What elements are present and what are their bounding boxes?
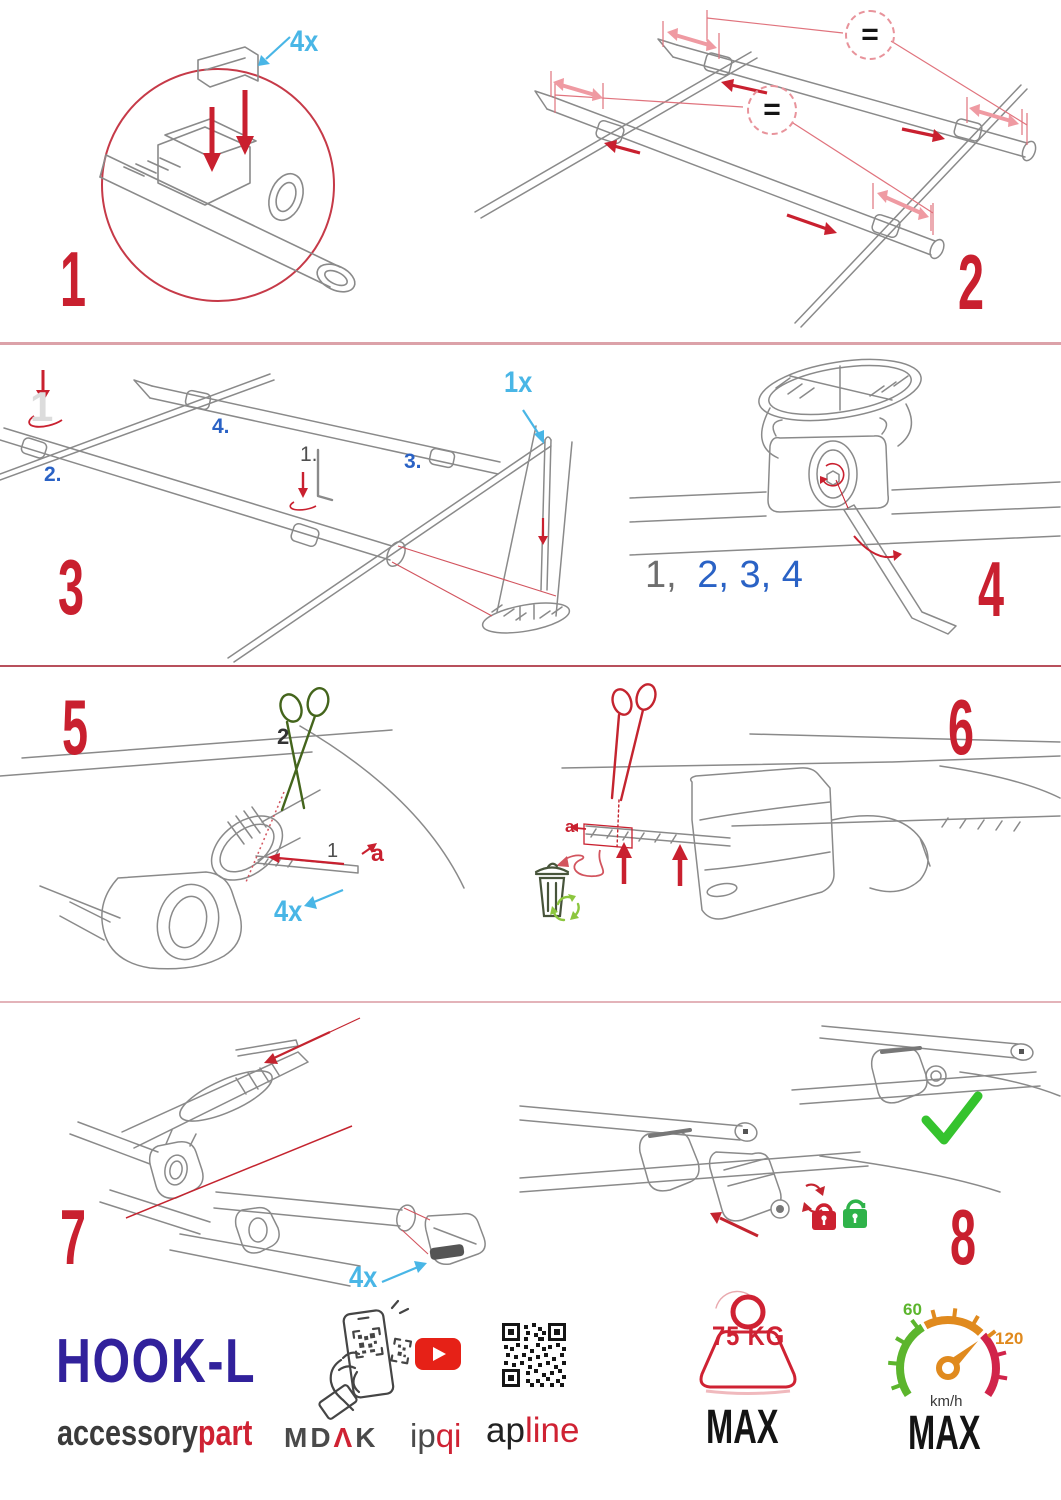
substep-label: 4. (212, 415, 230, 438)
step4-number: 4 (978, 545, 1003, 633)
quantity-label: 4x (290, 25, 319, 58)
step6-cut-discard-illustration (500, 670, 1061, 1000)
quantity-leader-arrow (304, 890, 343, 909)
apline-text-black: ap (486, 1411, 525, 1450)
cut-order-label: 2 (277, 724, 290, 749)
substep-label: 3. (404, 450, 422, 473)
step3-number: 3 (58, 543, 83, 631)
quantity-label: 4x (274, 895, 303, 928)
speed-unit-label: km/h (930, 1393, 963, 1410)
tighten-order-sequence (645, 556, 803, 594)
mdak-text-gray2: K (355, 1422, 379, 1453)
mdak-text-red: Λ (333, 1422, 356, 1453)
step5-number: 5 (62, 683, 87, 771)
ipqi-text-red: qi (435, 1417, 462, 1454)
part-label: a (371, 840, 384, 866)
sequence-remaining: 2, 3, 4 (697, 554, 803, 596)
press-turn-arrows (29, 366, 548, 545)
brand-logo (57, 1412, 253, 1453)
slide-annotations (126, 1018, 430, 1254)
sequence-done: 1, (645, 554, 677, 596)
section-divider (0, 665, 1061, 667)
equal-distance-badge (747, 85, 797, 135)
ghost-step-digit: 1 (30, 383, 54, 430)
equal-distance-badge (845, 10, 895, 60)
substep-label: 2. (44, 463, 62, 486)
brand-word-black: accessory (57, 1412, 198, 1453)
step1-number: 1 (60, 235, 85, 323)
magnifier-leader-lines (392, 546, 556, 616)
step2-number: 2 (958, 238, 983, 326)
insert-arrows (203, 90, 254, 172)
checkmark-icon (926, 1096, 978, 1140)
scissors-red-icon (609, 682, 658, 848)
part-label: a (565, 817, 575, 836)
discard-squiggle (556, 850, 603, 876)
speed-low-label: 60 (903, 1300, 922, 1319)
qr-code-icon (502, 1323, 566, 1387)
section-divider (0, 1001, 1061, 1003)
brand-word-red: part (197, 1412, 253, 1453)
apline-logo (486, 1413, 579, 1448)
mdak-text-gray: MD (284, 1422, 334, 1453)
mdak-logo (284, 1424, 378, 1452)
equals-icon: = (763, 93, 781, 126)
step8-number: 8 (950, 1193, 975, 1281)
rails-bars-drawing (0, 374, 572, 662)
lock-open-icon (843, 1201, 867, 1228)
quantity-leader-arrow (258, 37, 290, 66)
substep-label: 1. (300, 443, 318, 466)
ipqi-logo (410, 1419, 461, 1452)
strip-label: 1 (327, 840, 339, 862)
step7-covers-endcaps-illustration (30, 1010, 520, 1310)
phone-scan-icon (313, 1298, 413, 1416)
magnifier-circle-icon (102, 69, 334, 301)
clamp-strip-drawing (562, 734, 1060, 919)
max-speed-label: MAX (908, 1407, 981, 1460)
step8-lock-illustration (520, 1010, 1061, 1310)
step7-number: 7 (60, 1193, 85, 1281)
section-divider (0, 342, 1061, 345)
speed-high-label: 120 (995, 1329, 1024, 1348)
max-weight-label: MAX (706, 1401, 779, 1454)
product-name: HOOK-L (56, 1327, 257, 1396)
equals-icon: = (861, 18, 879, 51)
youtube-icon (415, 1338, 461, 1370)
ipqi-text-gray: ip (410, 1417, 436, 1454)
step1-clamp-pad-illustration (40, 15, 360, 330)
quantity-label: 1x (504, 366, 533, 399)
step6-number: 6 (948, 683, 973, 771)
bar-clamp-drawing (100, 47, 359, 297)
quantity-label: 4x (349, 1261, 378, 1294)
quantity-leader-arrow (382, 1261, 427, 1282)
lock-cover-drawing (520, 1026, 1060, 1308)
apline-text-red: line (524, 1411, 580, 1450)
max-weight-value: 75 KG (712, 1321, 786, 1351)
lock-closed-icon (812, 1205, 836, 1230)
